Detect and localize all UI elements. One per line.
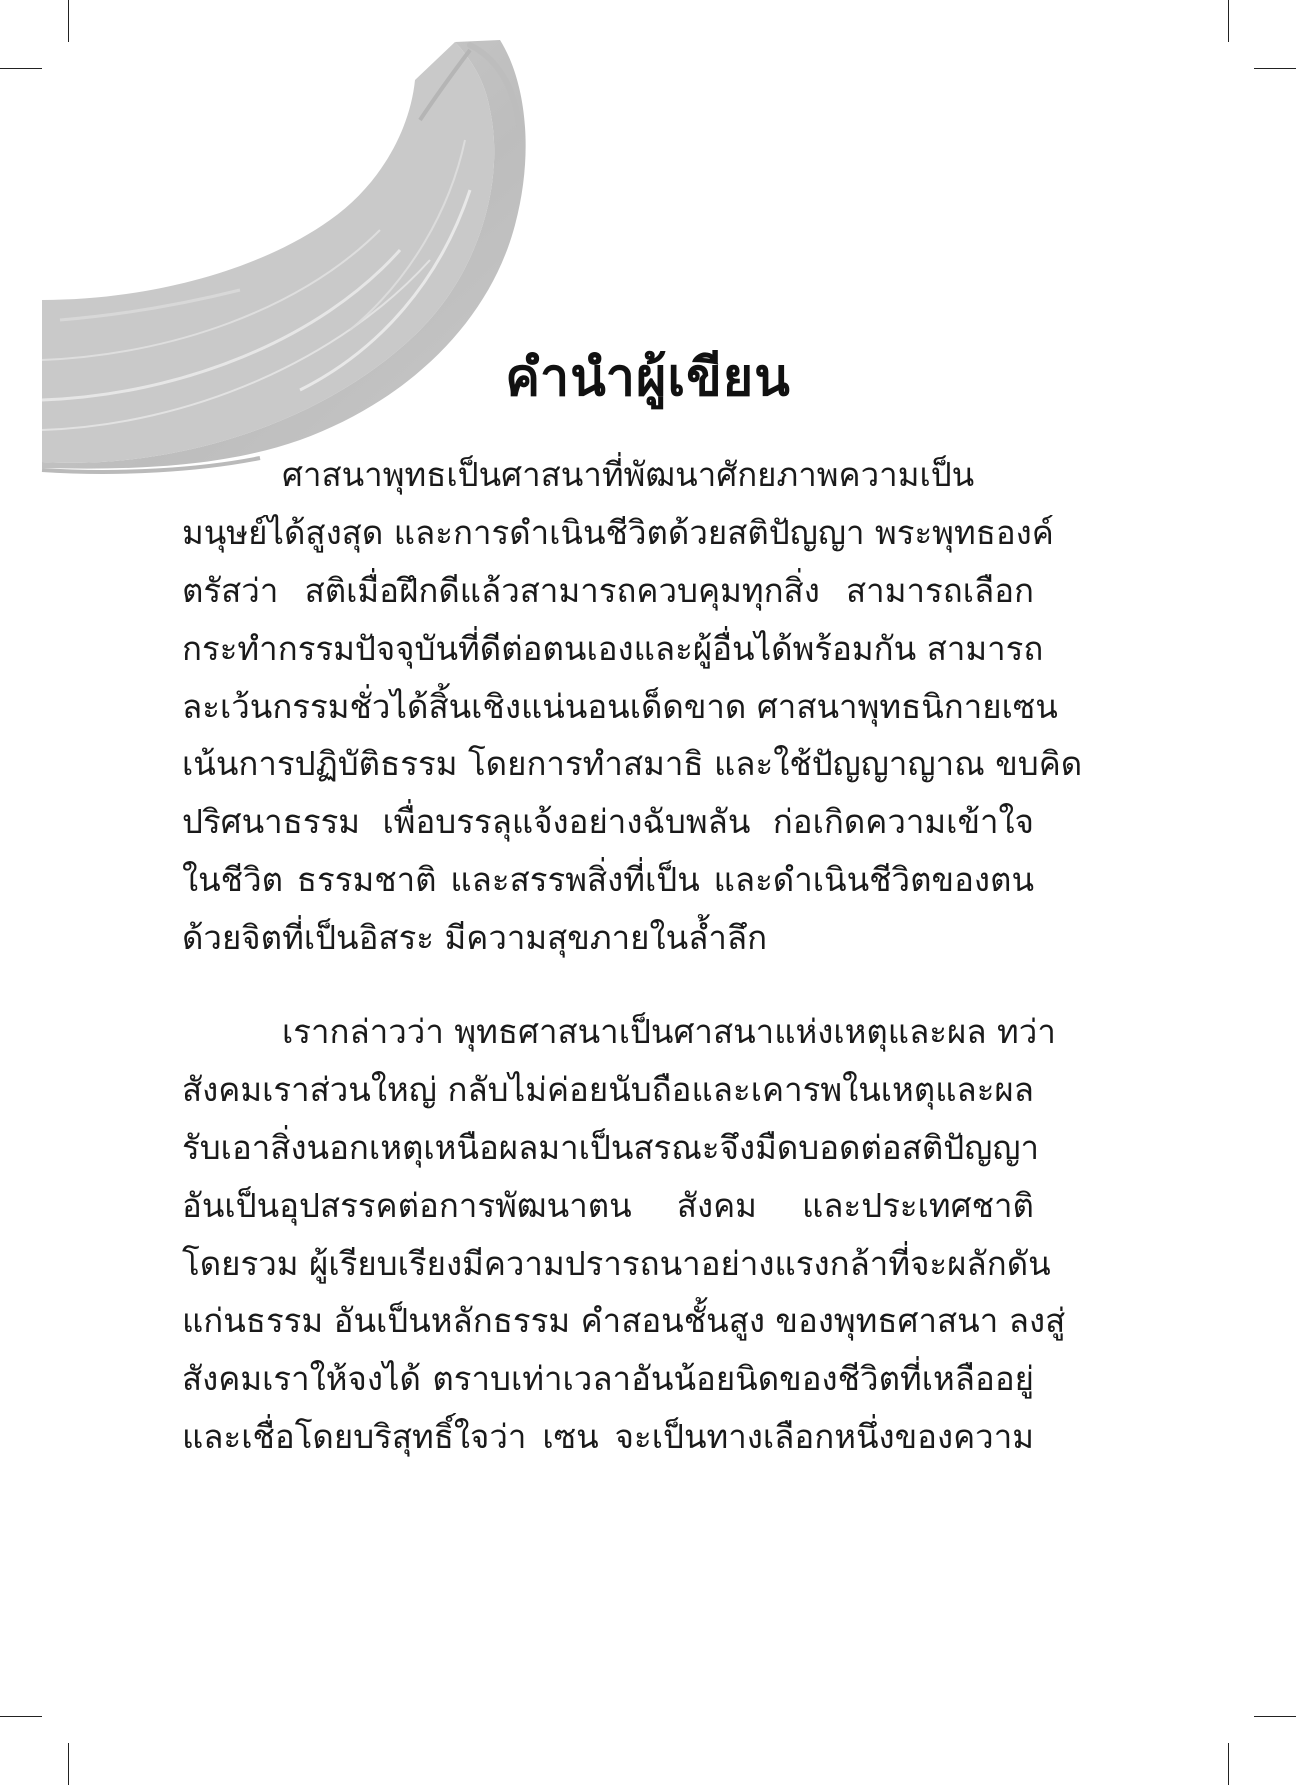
preface-body <box>182 446 1083 967</box>
text-line: ในชีวิต ธรรมชาติ และสรรพสิ่งที่เป็น และดำเนินชีวิตของตน <box>182 860 1034 900</box>
paragraph-2 <box>182 1003 1066 1466</box>
text-line: อันเป็นอุปสรรคต่อการพัฒนาตน สังคม และประเทศชาติ <box>182 1185 1034 1225</box>
paragraph-1 <box>182 446 1083 967</box>
text-line: สังคมเราส่วนใหญ่ กลับไม่ค่อยนับถือและเคารพในเหตุและผล <box>182 1069 1034 1109</box>
brush-stroke-decoration <box>0 0 700 520</box>
crop-mark-top-right-vertical <box>1228 0 1229 42</box>
text-line: ศาสนาพุทธเป็นศาสนาที่พัฒนาศักยภาพความเป็น <box>282 455 975 494</box>
text-line: กระทำกรรมปัจจุบันที่ดีต่อตนเองและผู้อื่นได้พร้อมกัน สามารถ <box>182 628 1044 668</box>
crop-mark-bottom-left-vertical <box>68 1743 69 1785</box>
preface-body-continued <box>182 1003 1066 1466</box>
text-line: และเชื่อโดยบริสุทธิ์ใจว่า เซน จะเป็นทางเลือกหนึ่งของความ <box>182 1417 1034 1457</box>
page-title: คำนำผู้เขียน <box>505 347 791 408</box>
text-line: ละเว้นกรรมชั่วได้สิ้นเชิงแน่นอนเด็ดขาด ศาสนาพุทธนิกายเซน <box>182 686 1058 726</box>
text-line: แก่นธรรม อันเป็นหลักธรรม คำสอนชั้นสูง ของพุทธศาสนา ลงสู่ <box>182 1301 1066 1341</box>
text-line: มนุษย์ได้สูงสุด และการดำเนินชีวิตด้วยสติปัญญา พระพุทธองค์ <box>182 512 1054 552</box>
text-line: เน้นการปฏิบัติธรรม โดยการทำสมาธิ และใช้ปัญญาญาณ ขบคิด <box>182 744 1083 784</box>
crop-mark-bottom-left-horizontal <box>0 1716 42 1717</box>
crop-mark-bottom-right-vertical <box>1228 1743 1229 1785</box>
text-line: รับเอาสิ่งนอกเหตุเหนือผลมาเป็นสรณะจึงมืดบอดต่อสติปัญญา <box>182 1127 1039 1167</box>
crop-mark-top-right-horizontal <box>1254 68 1296 69</box>
crop-mark-bottom-right-horizontal <box>1254 1716 1296 1717</box>
text-line: โดยรวม ผู้เรียบเรียงมีความปรารถนาอย่างแรงกล้าที่จะผลักดัน <box>182 1243 1051 1283</box>
text-line: ด้วยจิตที่เป็นอิสระ มีความสุขภายในล้ำลึก <box>182 918 768 958</box>
text-line: ตรัสว่า สติเมื่อฝึกดีแล้วสามารถควบคุมทุกสิ่ง สามารถเลือก <box>182 570 1034 610</box>
text-line: เรากล่าวว่า พุทธศาสนาเป็นศาสนาแห่งเหตุและผล ทว่า <box>282 1012 1056 1051</box>
text-line: ปริศนาธรรม เพื่อบรรลุแจ้งอย่างฉับพลัน ก่อเกิดความเข้าใจ <box>182 802 1034 842</box>
text-line: สังคมเราให้จงได้ ตราบเท่าเวลาอันน้อยนิดของชีวิตที่เหลืออยู่ <box>182 1359 1034 1399</box>
